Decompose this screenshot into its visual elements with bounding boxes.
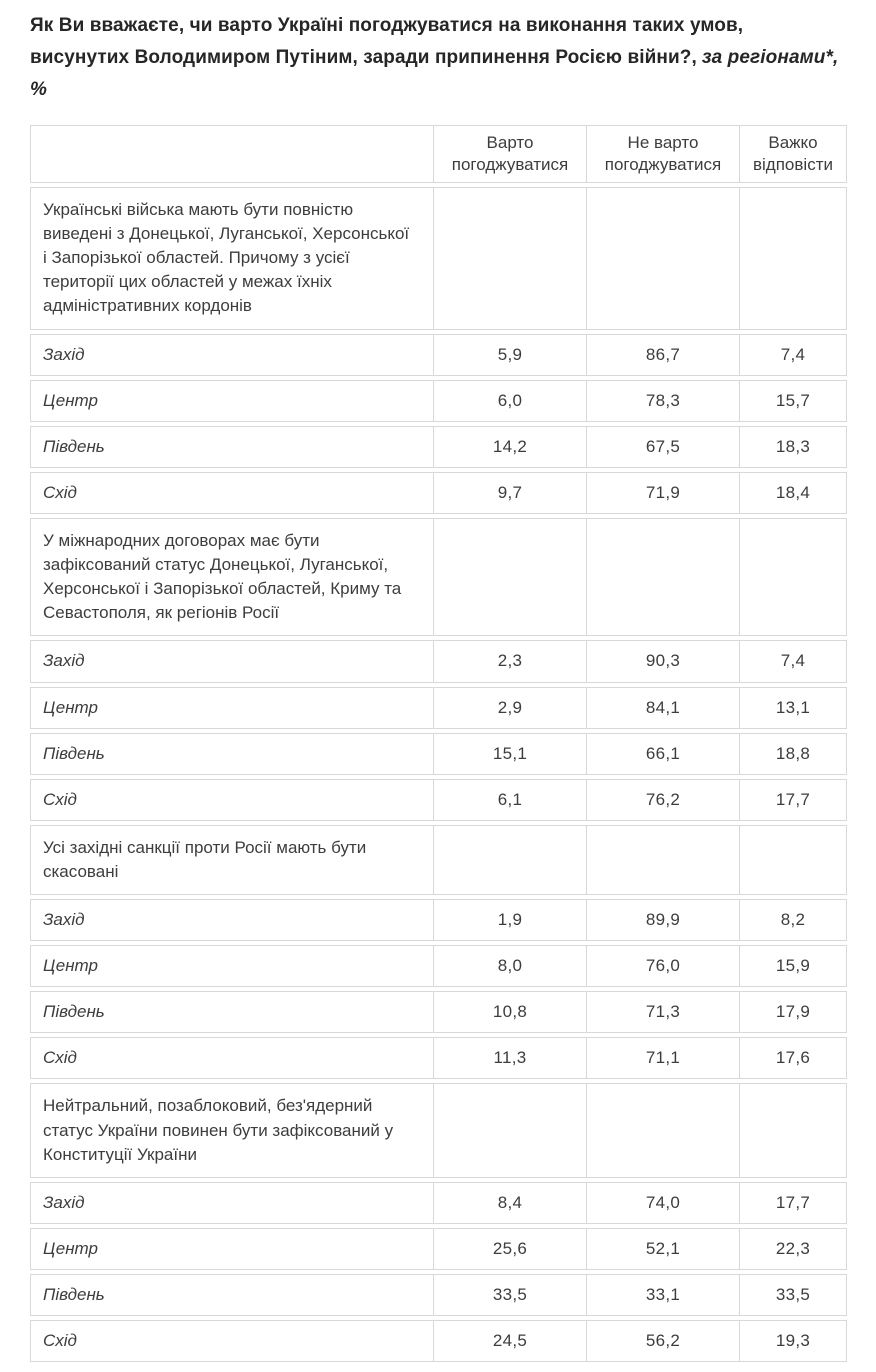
statement-empty-cell bbox=[434, 1083, 587, 1177]
value-agree: 5,9 bbox=[434, 334, 587, 376]
region-label: Центр bbox=[30, 380, 434, 422]
statement-row bbox=[30, 187, 847, 330]
statement-row bbox=[30, 1083, 847, 1177]
value-agree: 1,9 bbox=[434, 899, 587, 941]
region-row bbox=[30, 380, 847, 422]
region-label: Центр bbox=[30, 1228, 434, 1270]
value-hard-to-say: 17,7 bbox=[740, 1182, 847, 1224]
region-row bbox=[30, 1320, 847, 1362]
value-agree: 6,1 bbox=[434, 779, 587, 821]
statement-empty-cell bbox=[740, 1083, 847, 1177]
value-hard-to-say: 19,3 bbox=[740, 1320, 847, 1362]
value-hard-to-say: 8,2 bbox=[740, 899, 847, 941]
statement-empty-cell bbox=[740, 518, 847, 637]
header-empty-cell bbox=[30, 125, 434, 183]
region-label: Захід bbox=[30, 334, 434, 376]
statement-text: Усі західні санкції проти Росії мають бути скасовані bbox=[30, 825, 434, 895]
statement-text: Нейтральний, позаблоковий, без'ядерний статус України повинен бути зафіксований у Конституції України bbox=[30, 1083, 434, 1177]
statement-empty-cell bbox=[740, 187, 847, 330]
value-disagree: 90,3 bbox=[587, 640, 740, 682]
value-disagree: 86,7 bbox=[587, 334, 740, 376]
value-disagree: 71,9 bbox=[587, 472, 740, 514]
region-row bbox=[30, 1182, 847, 1224]
survey-table bbox=[30, 121, 847, 1366]
region-row bbox=[30, 1274, 847, 1316]
region-row bbox=[30, 426, 847, 468]
statement-empty-cell bbox=[434, 825, 587, 895]
page-title bbox=[30, 10, 840, 106]
value-agree: 2,9 bbox=[434, 687, 587, 729]
region-row bbox=[30, 945, 847, 987]
value-agree: 25,6 bbox=[434, 1228, 587, 1270]
statement-empty-cell bbox=[587, 518, 740, 637]
value-hard-to-say: 17,9 bbox=[740, 991, 847, 1033]
region-row bbox=[30, 1037, 847, 1079]
region-label: Схід bbox=[30, 472, 434, 514]
value-agree: 8,0 bbox=[434, 945, 587, 987]
value-hard-to-say: 18,8 bbox=[740, 733, 847, 775]
region-row bbox=[30, 640, 847, 682]
value-hard-to-say: 13,1 bbox=[740, 687, 847, 729]
value-disagree: 71,1 bbox=[587, 1037, 740, 1079]
value-hard-to-say: 33,5 bbox=[740, 1274, 847, 1316]
statement-empty-cell bbox=[434, 518, 587, 637]
value-disagree: 74,0 bbox=[587, 1182, 740, 1224]
statement-empty-cell bbox=[587, 1083, 740, 1177]
region-label: Схід bbox=[30, 779, 434, 821]
header-col-hard-to-say: Важко відповісти bbox=[740, 125, 847, 183]
value-hard-to-say: 18,4 bbox=[740, 472, 847, 514]
region-label: Південь bbox=[30, 426, 434, 468]
statement-empty-cell bbox=[587, 825, 740, 895]
value-disagree: 56,2 bbox=[587, 1320, 740, 1362]
value-hard-to-say: 7,4 bbox=[740, 640, 847, 682]
region-label: Центр bbox=[30, 945, 434, 987]
region-label: Захід bbox=[30, 640, 434, 682]
value-disagree: 76,0 bbox=[587, 945, 740, 987]
value-hard-to-say: 15,9 bbox=[740, 945, 847, 987]
value-disagree: 67,5 bbox=[587, 426, 740, 468]
value-agree: 14,2 bbox=[434, 426, 587, 468]
region-row bbox=[30, 1228, 847, 1270]
value-disagree: 33,1 bbox=[587, 1274, 740, 1316]
region-row bbox=[30, 733, 847, 775]
header-row bbox=[30, 125, 847, 183]
value-disagree: 78,3 bbox=[587, 380, 740, 422]
value-disagree: 52,1 bbox=[587, 1228, 740, 1270]
region-row bbox=[30, 472, 847, 514]
value-hard-to-say: 17,6 bbox=[740, 1037, 847, 1079]
value-hard-to-say: 17,7 bbox=[740, 779, 847, 821]
value-hard-to-say: 15,7 bbox=[740, 380, 847, 422]
header-col-disagree: Не варто погоджуватися bbox=[587, 125, 740, 183]
value-disagree: 89,9 bbox=[587, 899, 740, 941]
value-agree: 2,3 bbox=[434, 640, 587, 682]
value-disagree: 76,2 bbox=[587, 779, 740, 821]
value-agree: 33,5 bbox=[434, 1274, 587, 1316]
region-label: Центр bbox=[30, 687, 434, 729]
statement-text: Українські війська мають бути повністю виведені з Донецької, Луганської, Херсонської і Запорізької областей. Причому з усієї території цих областей у межах їхніх адміністративних кордонів bbox=[30, 187, 434, 330]
value-disagree: 71,3 bbox=[587, 991, 740, 1033]
statement-empty-cell bbox=[740, 825, 847, 895]
title-suffix: за регіонами*, % bbox=[30, 46, 839, 100]
value-agree: 6,0 bbox=[434, 380, 587, 422]
statement-text: У міжнародних договорах має бути зафіксований статус Донецької, Луганської, Херсонської і Запорізької областей, Криму та Севастополя, як регіонів Росії bbox=[30, 518, 434, 637]
region-label: Захід bbox=[30, 1182, 434, 1224]
region-label: Схід bbox=[30, 1037, 434, 1079]
region-row bbox=[30, 779, 847, 821]
value-disagree: 84,1 bbox=[587, 687, 740, 729]
region-row bbox=[30, 334, 847, 376]
value-agree: 10,8 bbox=[434, 991, 587, 1033]
title-main: Як Ви вважаєте, чи варто Україні погоджуватися на виконання таких умов, висунутих Володимиром Путіним, заради припинення Росією війни?, bbox=[30, 15, 744, 68]
value-agree: 11,3 bbox=[434, 1037, 587, 1079]
region-label: Південь bbox=[30, 991, 434, 1033]
region-label: Схід bbox=[30, 1320, 434, 1362]
region-label: Південь bbox=[30, 733, 434, 775]
region-label: Захід bbox=[30, 899, 434, 941]
value-hard-to-say: 18,3 bbox=[740, 426, 847, 468]
header-col-agree: Варто погоджуватися bbox=[434, 125, 587, 183]
statement-row bbox=[30, 825, 847, 895]
value-disagree: 66,1 bbox=[587, 733, 740, 775]
value-agree: 24,5 bbox=[434, 1320, 587, 1362]
value-hard-to-say: 7,4 bbox=[740, 334, 847, 376]
value-agree: 8,4 bbox=[434, 1182, 587, 1224]
statement-row bbox=[30, 518, 847, 637]
statement-empty-cell bbox=[587, 187, 740, 330]
value-agree: 15,1 bbox=[434, 733, 587, 775]
value-hard-to-say: 22,3 bbox=[740, 1228, 847, 1270]
region-row bbox=[30, 899, 847, 941]
region-label: Південь bbox=[30, 1274, 434, 1316]
region-row bbox=[30, 991, 847, 1033]
statement-empty-cell bbox=[434, 187, 587, 330]
value-agree: 9,7 bbox=[434, 472, 587, 514]
region-row bbox=[30, 687, 847, 729]
